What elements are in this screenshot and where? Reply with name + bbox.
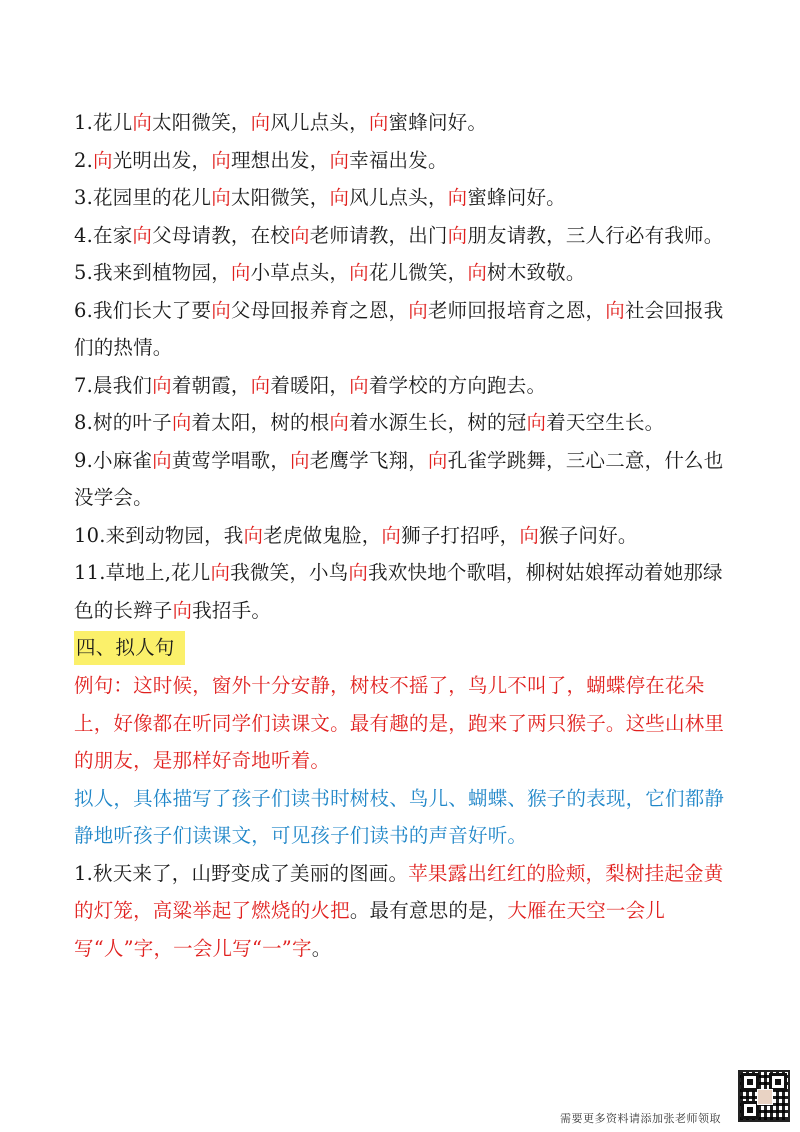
keyword-highlight: 向 xyxy=(290,223,310,247)
sentence-text: 着暖阳， xyxy=(270,373,350,397)
sentence-text: 老师回报培育之恩， xyxy=(427,298,606,322)
qr-code-icon xyxy=(738,1070,790,1122)
document-body xyxy=(74,104,734,967)
sentence-text: 6.我们长大了要 xyxy=(74,298,212,322)
keyword-highlight: 向 xyxy=(171,411,192,434)
sentence-text: 花儿微笑， xyxy=(368,261,468,284)
sentence-item xyxy=(74,104,734,142)
keyword-highlight: 向 xyxy=(349,261,369,284)
keyword-highlight: 向 xyxy=(243,523,264,547)
keyword-highlight: 向 xyxy=(605,298,625,322)
sentence-item xyxy=(74,442,734,517)
exercise-1 xyxy=(74,855,734,968)
example-sentence: 例句：这时候，窗外十分安静，树枝不摇了，鸟儿不叫了，蝴蝶停在花朵上，好像都在听同学们读课文。最有趣的是，跑来了两只猴子。这些山林里的朋友，是那样好奇地听着。 xyxy=(74,674,725,772)
section-heading-row xyxy=(74,629,734,667)
sentence-text: 理想出发， xyxy=(230,148,330,172)
sentence-item xyxy=(74,292,734,367)
keyword-highlight: 向 xyxy=(210,561,231,584)
keyword-highlight: 向 xyxy=(250,111,271,134)
sentence-text: 太阳微笑， xyxy=(152,111,251,134)
sentence-list xyxy=(74,104,734,629)
sentence-text: 着太阳，树的根 xyxy=(191,411,330,434)
sentence-text: 老师请教，出门 xyxy=(309,223,448,247)
sentence-text: 老鹰学飞翔， xyxy=(309,448,428,472)
keyword-highlight: 向 xyxy=(526,411,547,434)
sentence-text: 朋友请教，三人行必有我师。 xyxy=(467,223,724,247)
keyword-highlight: 向 xyxy=(250,373,271,397)
keyword-highlight: 向 xyxy=(152,448,172,472)
sentence-text: 4.在家 xyxy=(74,223,133,247)
sentence-text: 着天空生长。 xyxy=(546,411,665,434)
sentence-item xyxy=(74,142,734,180)
keyword-highlight: 向 xyxy=(290,448,310,472)
sentence-text: 社会回报我们的热情。 xyxy=(74,298,724,359)
keyword-highlight: 向 xyxy=(467,261,488,284)
exercise-1-highlight: 大雁在天空一会儿写“人”字，一会儿写“一”字 xyxy=(74,899,666,960)
sentence-text: 11.草地上,花儿 xyxy=(74,561,211,584)
sentence-text: 着朝霞， xyxy=(171,373,251,397)
sentence-text: 我微笑，小鸟 xyxy=(230,561,349,584)
sentence-text: 太阳微笑， xyxy=(230,186,330,209)
keyword-highlight: 向 xyxy=(211,186,231,209)
keyword-highlight: 向 xyxy=(427,448,448,472)
keyword-highlight: 向 xyxy=(408,298,428,322)
keyword-highlight: 向 xyxy=(368,111,389,134)
section-heading: 四、拟人句 xyxy=(74,631,185,665)
sentence-text: 父母请教，在校 xyxy=(152,223,291,247)
keyword-highlight: 向 xyxy=(152,373,172,397)
sentence-item xyxy=(74,367,734,405)
footer-note: 需要更多资料请添加张老师领取 xyxy=(560,1112,721,1125)
sentence-text: 黄莺学唱歌， xyxy=(171,448,291,472)
keyword-highlight: 向 xyxy=(329,148,350,172)
sentence-text: 树木致敬。 xyxy=(487,261,586,284)
avatar xyxy=(757,1089,773,1105)
sentence-item xyxy=(74,217,734,255)
sentence-text: 猴子问好。 xyxy=(539,523,638,547)
explanation-text: 拟人，具体描写了孩子们读书时树枝、鸟儿、蝴蝶、猴子的表现，它们都静静地听孩子们读课文，可见孩子们读书的声音好听。 xyxy=(74,786,725,847)
exercise-1-part: 。最有意思的是， xyxy=(349,899,508,922)
sentence-item xyxy=(74,404,734,442)
sentence-item xyxy=(74,554,734,629)
sentence-text: 3.花园里的花儿 xyxy=(74,186,212,209)
sentence-item xyxy=(74,179,734,217)
keyword-highlight: 向 xyxy=(132,111,153,134)
sentence-text: 风儿点头， xyxy=(349,186,448,209)
sentence-text: 幸福出发。 xyxy=(349,148,448,172)
sentence-item xyxy=(74,517,734,555)
sentence-text: 蜜蜂问好。 xyxy=(467,186,566,209)
keyword-highlight: 向 xyxy=(447,223,468,247)
exercise-1-part: 1.秋天来了，山野变成了美丽的图画。 xyxy=(74,861,409,885)
keyword-highlight: 向 xyxy=(329,411,350,434)
keyword-highlight: 向 xyxy=(519,523,540,547)
sentence-text: 父母回报养育之恩， xyxy=(230,298,409,322)
sentence-text: 风儿点头， xyxy=(270,111,369,134)
keyword-highlight: 向 xyxy=(93,148,113,172)
sentence-text: 5.我来到植物园， xyxy=(74,261,231,284)
sentence-text: 8.树的叶子 xyxy=(74,411,172,434)
sentence-text: 7.晨我们 xyxy=(74,373,153,397)
sentence-text: 光明出发， xyxy=(112,148,212,172)
sentence-text: 小草点头， xyxy=(250,261,350,284)
sentence-text: 我招手。 xyxy=(192,598,272,622)
sentence-text: 蜜蜂问好。 xyxy=(388,111,488,134)
sentence-text: 9.小麻雀 xyxy=(74,448,153,472)
sentence-text: 着水源生长，树的冠 xyxy=(349,411,527,434)
sentence-text: 老虎做鬼脸， xyxy=(263,523,382,547)
sentence-text: 着学校的方向跑去。 xyxy=(368,373,547,397)
keyword-highlight: 向 xyxy=(349,373,369,397)
keyword-highlight: 向 xyxy=(211,298,231,322)
exercise-1-highlight: 苹果露出红红的脸颊，梨树挂起金黄的灯笼，高粱举起了燃烧的火把 xyxy=(74,861,724,922)
keyword-highlight: 向 xyxy=(132,223,153,247)
exercise-1-part: 。 xyxy=(311,936,332,960)
sentence-text: 孔雀学跳舞，三心二意，什么也没学会。 xyxy=(74,448,724,509)
keyword-highlight: 向 xyxy=(447,186,468,209)
keyword-highlight: 向 xyxy=(172,598,193,622)
keyword-highlight: 向 xyxy=(348,561,369,584)
keyword-highlight: 向 xyxy=(230,261,251,284)
keyword-highlight: 向 xyxy=(211,148,231,172)
keyword-highlight: 向 xyxy=(381,523,402,547)
sentence-text: 我欢快地个歌唱，柳树姑娘挥动着她那绿色的长辫子 xyxy=(74,561,723,622)
sentence-text: 10.来到动物园，我 xyxy=(74,523,244,547)
sentence-item xyxy=(74,254,734,292)
sentence-text: 1.花儿 xyxy=(74,111,133,134)
sentence-text: 狮子打招呼， xyxy=(401,523,520,547)
sentence-text: 2. xyxy=(74,148,94,172)
keyword-highlight: 向 xyxy=(329,186,350,209)
